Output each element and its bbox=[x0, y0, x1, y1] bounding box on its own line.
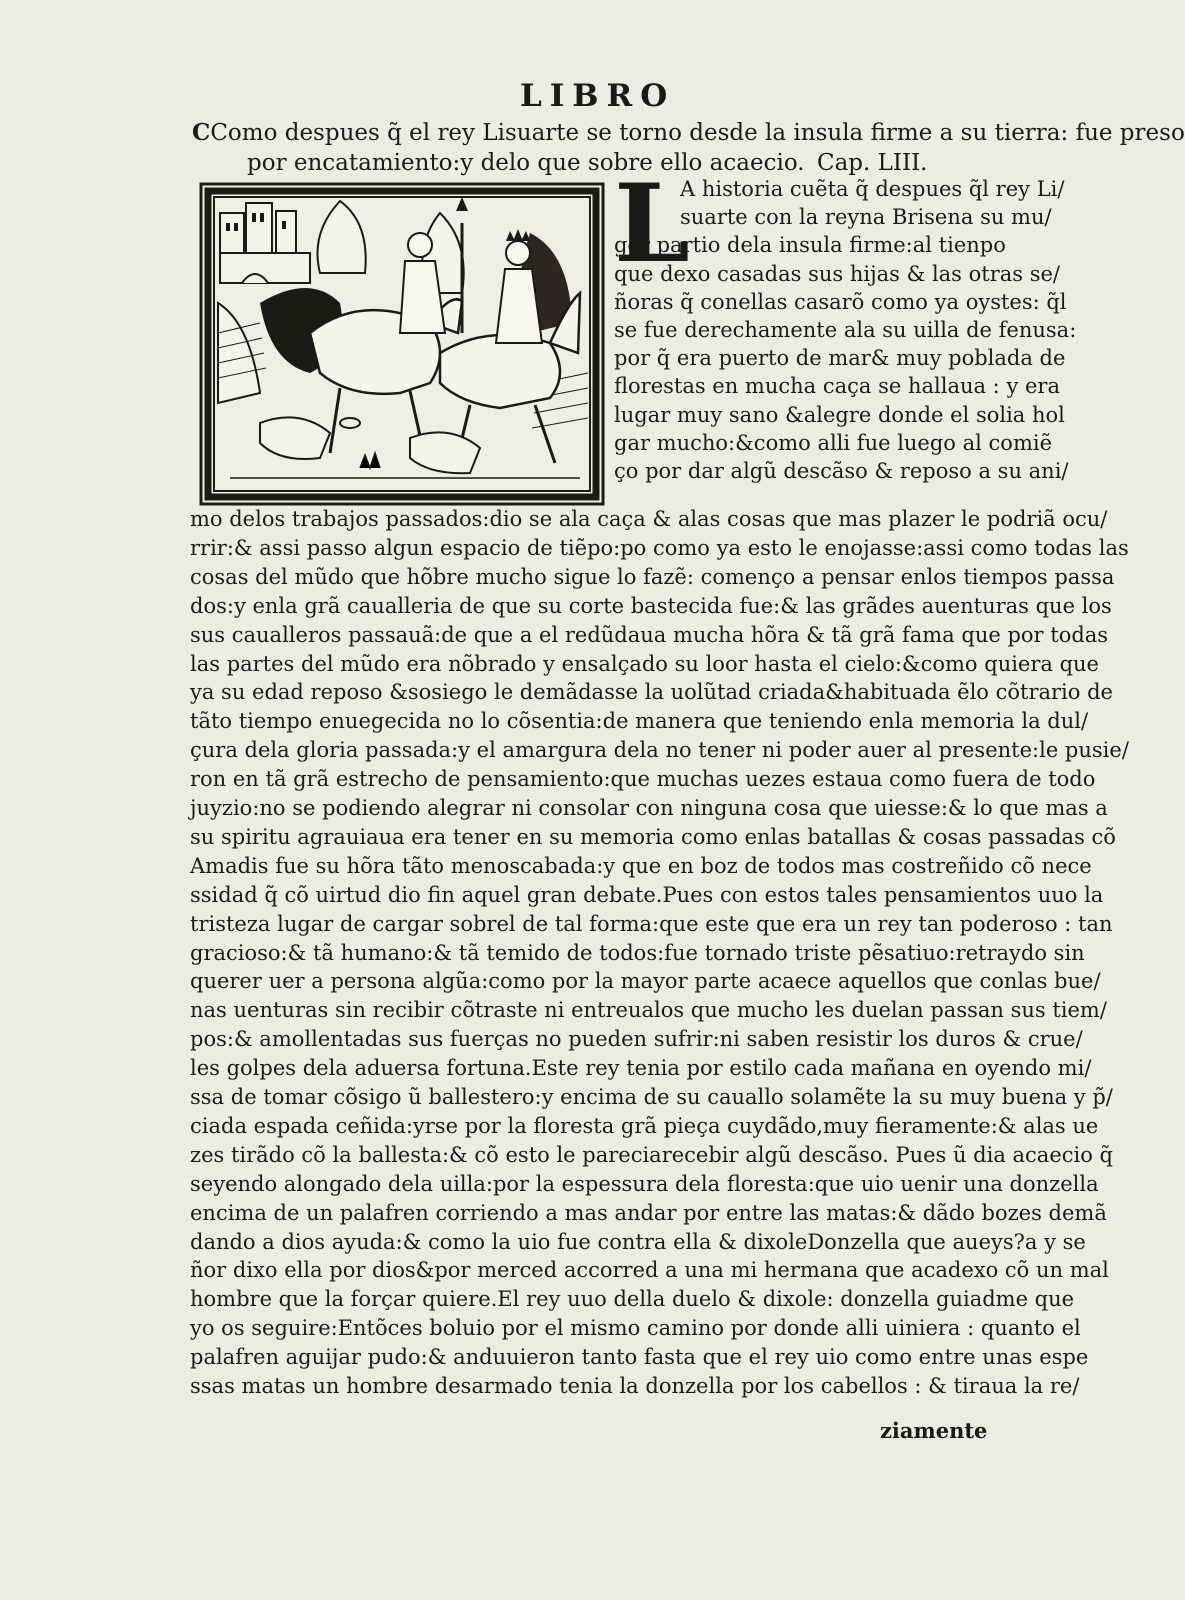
text-line: ciada espada ceñida:yrse por la floresta grã pieça cuydãdo,muy fieramente:& alas ue bbox=[190, 1113, 1099, 1138]
text-line: su spiritu agrauiaua era tener en su memoria como enlas batallas & cosas passadas cõ bbox=[190, 824, 1116, 849]
text-line: querer uer a persona algũa:como por la mayor parte acaece aquellos que conlas bue/ bbox=[190, 969, 1101, 994]
text-line-narrow: por q̃ era puerto de mar& muy poblada de bbox=[614, 346, 1066, 371]
text-line-narrow: florestas en mucha caça se hallaua : y era bbox=[614, 374, 1060, 399]
text-line: ssidad q̃ cõ uirtud dio fin aquel gran debate.Pues con estos tales pensamientos uuo la bbox=[190, 882, 1104, 907]
text-line: dos:y enla grã caualleria de que su corte bastecida fue:& las grãdes auenturas que los bbox=[190, 593, 1112, 618]
text-line: ssa de tomar cõsigo ũ ballestero:y encima de su cauallo solamẽte la su muy buena y p̃/ bbox=[190, 1085, 1113, 1109]
text-line: zes tirãdo cõ la ballesta:& cõ esto le pareciarecebir algũ descãso. Pues ũ dia acaecio q̃ bbox=[190, 1142, 1113, 1167]
chapter-heading bbox=[192, 118, 1185, 178]
text-line-narrow: suarte con la reyna Brisena su mu/ bbox=[680, 205, 1052, 230]
text-line: encima de un palafren corriendo a mas andar por entre las matas:& dãdo bozes demã bbox=[190, 1200, 1107, 1225]
text-line-narrow: ñoras q̃ conellas casarõ como ya oystes: q̃l bbox=[614, 289, 1067, 314]
text-line: çura dela gloria passada:y el amargura dela no tener ni poder auer al presente:le pusie/ bbox=[190, 738, 1129, 763]
text-line: hombre que la forçar quiere.El rey uuo della duelo & dixole: donzella guiadme que bbox=[190, 1287, 1075, 1312]
text-line: cosas del mũdo que hõbre mucho sigue lo fazẽ: començo a pensar enlos tiempos passa bbox=[190, 564, 1115, 589]
text-line: yo os seguire:Entõces boluio por el mismo camino por donde alli uiniera : quanto el bbox=[190, 1316, 1081, 1341]
text-line: seyendo alongado dela uilla:por la espessura dela floresta:que uio uenir una donzella bbox=[190, 1171, 1099, 1196]
text-line-narrow: se fue derechamente ala su uilla de fenusa: bbox=[614, 318, 1077, 342]
text-line-narrow: gar mucho:&como alli fue luego al comiẽ bbox=[614, 430, 1052, 455]
text-line: tãto tiempo enuegecida no lo cõsentia:de manera que teniendo enla memoria la dul/ bbox=[190, 709, 1089, 734]
text-line: ya su edad reposo &sosiego le demãdasse la uolũtad criada&habituada ẽlo cõtrario de bbox=[190, 680, 1113, 705]
text-line-narrow: lugar muy sano &alegre donde el solia hol bbox=[614, 402, 1065, 427]
text-line: ssas matas un hombre desarmado tenia la donzella por los cabellos : & tiraua la re/ bbox=[190, 1374, 1080, 1398]
chapter-heading-line-1: Como despues q̃ el rey Lisuarte se torno desde la insula firme a su tierra: fue preso bbox=[210, 120, 1185, 146]
text-line: ron en tã grã estrecho de pensamiento:que muchas uezes estaua como fuera de todo bbox=[190, 767, 1096, 792]
text-line: mo delos trabajos passados:dio se ala caça & alas cosas que mas plazer le podriã ocu/ bbox=[190, 507, 1108, 531]
text-line: les golpes dela aduersa fortuna.Este rey tenia por estilo cada mañana en oyendo mi/ bbox=[190, 1056, 1092, 1081]
woodcut-riders-image bbox=[200, 183, 604, 505]
running-head: LIBRO bbox=[520, 78, 676, 114]
text-line: las partes del mũdo era nõbrado y ensalçado su loor hasta el cielo:&como quiera que bbox=[190, 651, 1099, 676]
woodcut-illustration bbox=[200, 183, 604, 505]
text-line: pos:& amollentadas sus fuerças no pueden sufrir:ni saben resistir los duros & crue/ bbox=[190, 1027, 1083, 1052]
chapter-heading-line-2: por encatamiento:y delo que sobre ello acaecio. bbox=[247, 150, 805, 176]
text-line: gracioso:& tã humano:& tã temido de todos:fue tornado triste pẽsatiuo:retraydo sin bbox=[190, 940, 1085, 965]
text-line-narrow: A historia cuẽta q̃ despues q̃l rey Li/ bbox=[680, 177, 1065, 201]
text-line: Amadis fue su hõra tãto menoscabada:y que en boz de todos mas costreñido cõ nece bbox=[190, 853, 1092, 878]
text-line: ñor dixo ella por dios&por merced accorred a una mi hermana que acadexo cõ un mal bbox=[190, 1258, 1109, 1283]
text-line: rrir:& assi passo algun espacio de tiẽpo:po como ya esto le enojasse:assi como todas las bbox=[190, 535, 1129, 560]
text-line: juyzio:no se podiendo alegrar ni consolar con ninguna cosa que uiesse:& lo que mas a bbox=[190, 796, 1108, 820]
text-line: nas uenturas sin recibir cõtraste ni entreualos que mucho les duelan passan sus tiem/ bbox=[190, 998, 1107, 1023]
text-line-narrow: que dexo casadas sus hijas & las otras se/ bbox=[614, 261, 1061, 286]
text-line: dando a dios ayuda:& como la uio fue contra ella & dixoleDonzella que aueys?a y se bbox=[190, 1229, 1086, 1254]
chapter-number: Cap. LIII. bbox=[817, 150, 928, 176]
text-line: tristeza lugar de cargar sobrel de tal forma:que este que era un rey tan poderoso : tan bbox=[190, 911, 1113, 936]
catchword: ziamente bbox=[880, 1418, 988, 1443]
pilcrow-mark: C bbox=[192, 119, 211, 146]
text-line: palafren aguijar pudo:& anduuieron tanto fasta que el rey uio como entre unas espe bbox=[190, 1345, 1089, 1370]
text-line-narrow: ger partio dela insula firme:al tienpo bbox=[614, 233, 1006, 258]
text-line-narrow: ço por dar algũ descãso & reposo a su ani/ bbox=[614, 459, 1069, 483]
text-line: sus caualleros passauã:de que a el redũdaua mucha hõra & tã grã fama que por todas bbox=[190, 622, 1109, 647]
initial-letter: L bbox=[614, 161, 690, 287]
